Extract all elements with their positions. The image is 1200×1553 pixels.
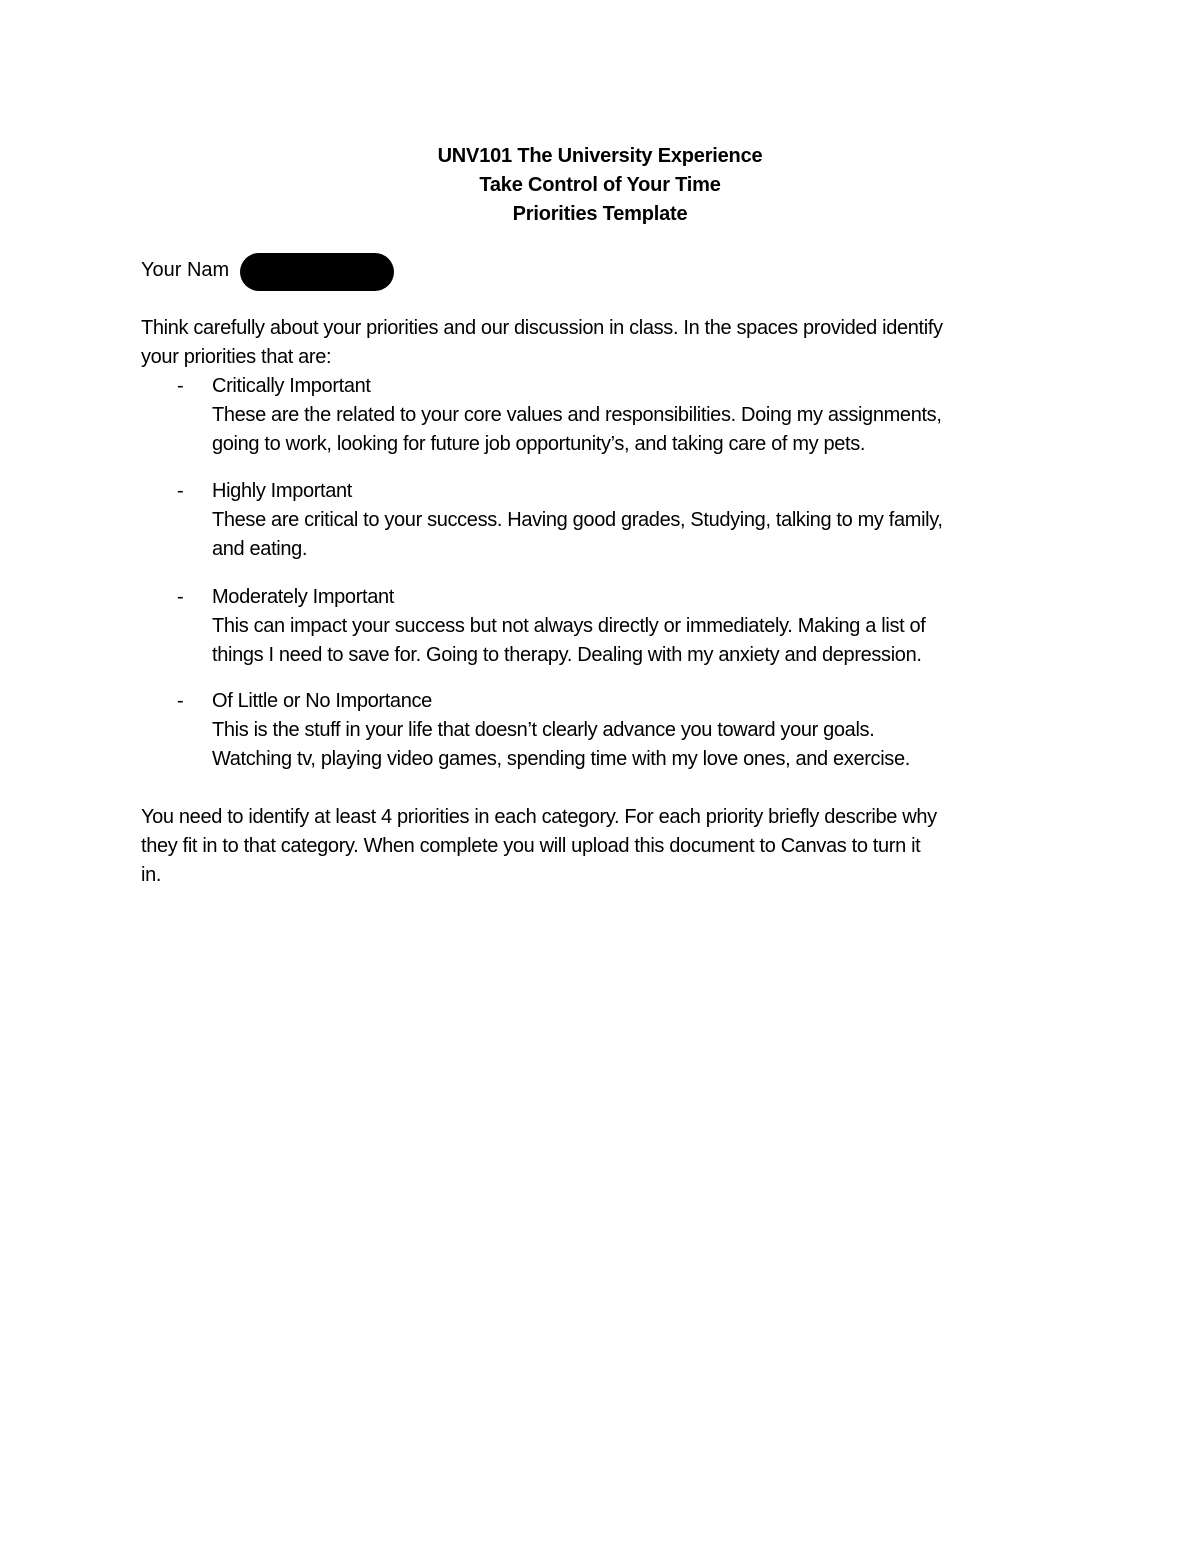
template-title: Priorities Template <box>512 203 688 225</box>
priority-description-line: These are critical to your success. Having good grades, Studying, talking to my family, <box>212 509 943 531</box>
instructions-line: in. <box>141 864 162 886</box>
priority-title: Of Little or No Importance <box>212 690 432 712</box>
intro-paragraph <box>141 314 1071 372</box>
bullet-dash: - <box>177 586 184 608</box>
priority-description-line: and eating. <box>212 538 308 560</box>
instructions-line: they fit in to that category. When complete you will upload this document to Canvas to turn it <box>141 835 921 857</box>
priority-item-content <box>212 477 1072 564</box>
intro-line: Think carefully about your priorities and our discussion in class. In the spaces provided identify <box>141 317 943 339</box>
bullet-dash: - <box>177 480 184 502</box>
priority-description-line: going to work, looking for future job opportunity’s, and taking care of my pets. <box>212 433 866 455</box>
intro-line: your priorities that are: <box>141 346 332 368</box>
priority-item-content <box>212 687 1072 774</box>
name-field-label: Your Nam <box>141 259 230 281</box>
priority-title: Critically Important <box>212 375 371 397</box>
priority-title: Highly Important <box>212 480 353 502</box>
priority-description-line: This is the stuff in your life that doesn’t clearly advance you toward your goals. <box>212 719 875 741</box>
assignment-title: Take Control of Your Time <box>479 174 721 196</box>
priority-item-content <box>212 372 1072 459</box>
priority-description-line: things I need to save for. Going to therapy. Dealing with my anxiety and depression. <box>212 644 922 666</box>
priority-description-line: Watching tv, playing video games, spending time with my love ones, and exercise. <box>212 748 910 770</box>
priority-item-content <box>212 583 1072 670</box>
bullet-dash: - <box>177 690 184 712</box>
priority-description-line: These are the related to your core values and responsibilities. Doing my assignments, <box>212 404 942 426</box>
bullet-dash: - <box>177 375 184 397</box>
priority-description-line: This can impact your success but not always directly or immediately. Making a list of <box>212 615 926 637</box>
name-redaction-mark <box>240 253 394 291</box>
priority-title: Moderately Important <box>212 586 394 608</box>
document-header <box>0 142 1200 229</box>
course-title: UNV101 The University Experience <box>437 145 763 167</box>
instructions-line: You need to identify at least 4 priorities in each category. For each priority briefly describe why <box>141 806 937 828</box>
instructions-paragraph <box>141 803 1071 890</box>
